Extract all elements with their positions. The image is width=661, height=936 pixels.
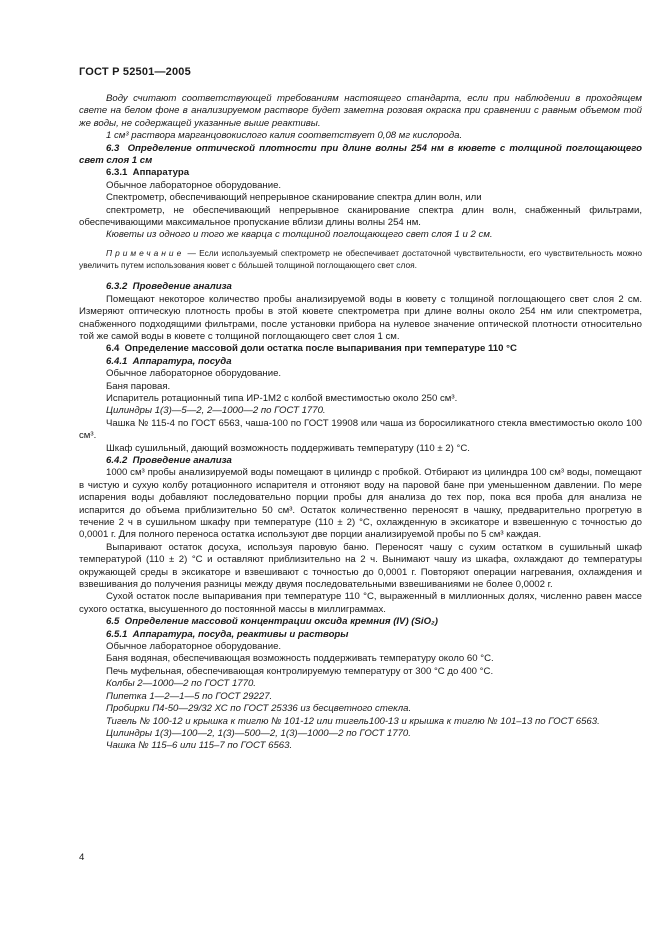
paragraph: Испаритель ротационный типа ИР-1М2 с колбой вместимостью около 250 см³. (106, 392, 458, 404)
paragraph: Обычное лабораторное оборудование. (106, 368, 282, 380)
paragraph: Чашка № 115–6 или 115–7 по ГОСТ 6563. (106, 740, 293, 752)
paragraph: Цилиндры 1(3)—5—2, 2—1000—2 по ГОСТ 1770. (106, 405, 326, 417)
paragraph: 1 см³ раствора марганцовокислого калия соответствует 0,08 мг кислорода. (106, 130, 463, 142)
paragraph: Баня водяная, обеспечивающая возможность поддерживать температуру около 60 °С. (106, 653, 494, 665)
note (79, 247, 645, 271)
paragraph: Тигель № 100-12 и крышка к тиглю № 101-12 или тигель100-13 и крышка к тиглю № 101–13 по ГОСТ 6563. (106, 715, 600, 727)
subsection-heading: 6.3.1 Аппаратура (106, 167, 190, 179)
paragraph: Обычное лабораторное оборудование. (106, 179, 282, 191)
paragraph: Чашка № 115-4 по ГОСТ 6563, чаша-100 по ГОСТ 19908 или чаша из боросиликатного стекла вместимостью около 100 см³. (79, 417, 645, 442)
paragraph: 1000 см³ пробы анализируемой воды помещают в цилиндр с пробкой. Отбирают из цилиндра 100 см³ воды, помещают в чистую и сухую колбу ротационного испарителя и отгоняют воду на паровой бане при уменьшенном давлении. По мере испарения воды добавляют последовательно порции пробы для анализа до тех пор, пока вся проба для анализа не испарится до объема приблизительно 50 см³. Остаток количественно переносят в чашку, предварительно прогретую в течение 2 ч в сушильном шкафу при температуре (110 ± 2) °С, охлажденную в эксикаторе и взвешенную с точностью до 0,0001 г. Для полного переноса остатка используют две порции анализируемой пробы по 5 см³ каждая. (79, 467, 645, 541)
paragraph: Шкаф сушильный, дающий возможность поддерживать температуру (110 ± 2) °С. (106, 442, 470, 454)
paragraph: Сухой остаток после выпаривания при температуре 110 °С, выраженный в миллионных долях, численно равен массе сухого остатка, высушенного до постоянной массы в миллиграммах. (79, 591, 645, 615)
paragraph: Спектрометр, обеспечивающий непрерывное сканирование спектра длин волн, или (106, 192, 482, 204)
page-number: 4 (79, 852, 85, 863)
document-header: ГОСТ Р 52501—2005 (79, 66, 191, 78)
note-label: Примечание (106, 247, 185, 258)
paragraph: Баня паровая. (106, 380, 171, 392)
paragraph: Пипетка 1—2—1—5 по ГОСТ 29227. (106, 690, 273, 702)
document-body (79, 93, 645, 753)
paragraph: Воду считают соответствующей требованиям настоящего стандарта, если при наблюдении в проходящем свете на белом фоне в анализируемом растворе будет заметна розовая окраска при сравнении с равным объемом той же воды, не содержащей указанные выше реактивы. (79, 93, 645, 129)
section-heading: 6.5 Определение массовой концентрации оксида кремния (IV) (SiO₂) (106, 616, 438, 628)
section-heading: 6.3 Определение оптической плотности при длине волны 254 нм в кювете с толщиной поглощающего свет слоя 1 см (79, 142, 645, 167)
paragraph: Кюветы из одного и того же кварца с толщиной поглощающего свет слоя 1 и 2 см. (106, 229, 493, 241)
paragraph: Печь муфельная, обеспечивающая контролируемую температуру от 300 °С до 400 °С. (106, 665, 494, 677)
subsection-heading: 6.4.1 Аппаратура, посуда (106, 355, 232, 367)
paragraph: Колбы 2—1000—2 по ГОСТ 1770. (106, 678, 256, 690)
subsection-heading: 6.4.2 Проведение анализа (106, 454, 232, 466)
paragraph: Пробирки П4-50—29/32 ХС по ГОСТ 25336 из бесцветного стекла. (106, 703, 412, 715)
paragraph: Помещают некоторое количество пробы анализируемой воды в кювету с толщиной поглощающего свет слоя 2 см. Измеряют оптическую плотность пробы в этой кювете спектрометра при длине волны около 254 нм или спектрометра, снабженного подходящими фильтрами, после установки прибора на нулевое значение оптической плотности относительно той же самой воды в кювете с толщиной поглощающего свет слоя 1 см. (79, 293, 645, 342)
paragraph: Обычное лабораторное оборудование. (106, 641, 282, 653)
subsection-heading: 6.5.1 Аппаратура, посуда, реактивы и растворы (106, 628, 349, 640)
paragraph: Выпаривают остаток досуха, используя паровую баню. Переносят чашу с сухим остатком в сушильный шкаф температурой (110 ± 2) °С и оставляют приблизительно на 2 ч. Вынимают чашу из шкафа, охлаждают до температуры окружающей среды в эксикаторе и взвешивают с точностью до 0,0001 г. Повторяют операции нагревания, охлаждения и взвешивания до получения разницы между двумя последовательными взвешиваниями не более 0,0002 г. (79, 541, 645, 591)
subsection-heading: 6.3.2 Проведение анализа (106, 281, 232, 293)
paragraph: Цилиндры 1(3)—100—2, 1(3)—500—2, 1(3)—1000—2 по ГОСТ 1770. (106, 727, 411, 739)
note-text: — Если используемый спектрометр не обеспечивает достаточной чувствительности, его чувствительность можно увеличить путем использования кювет с бо́льшей толщиной поглощающего свет слоя. (79, 247, 645, 271)
section-heading: 6.4 Определение массовой доли остатка после выпаривания при температуре 110 °С (106, 343, 517, 355)
paragraph: спектрометр, не обеспечивающий непрерывное сканирование спектра длин волн, снабженный фильтрами, обеспечивающими максимальное пропускание вблизи длины волны 254 нм. (79, 204, 645, 229)
